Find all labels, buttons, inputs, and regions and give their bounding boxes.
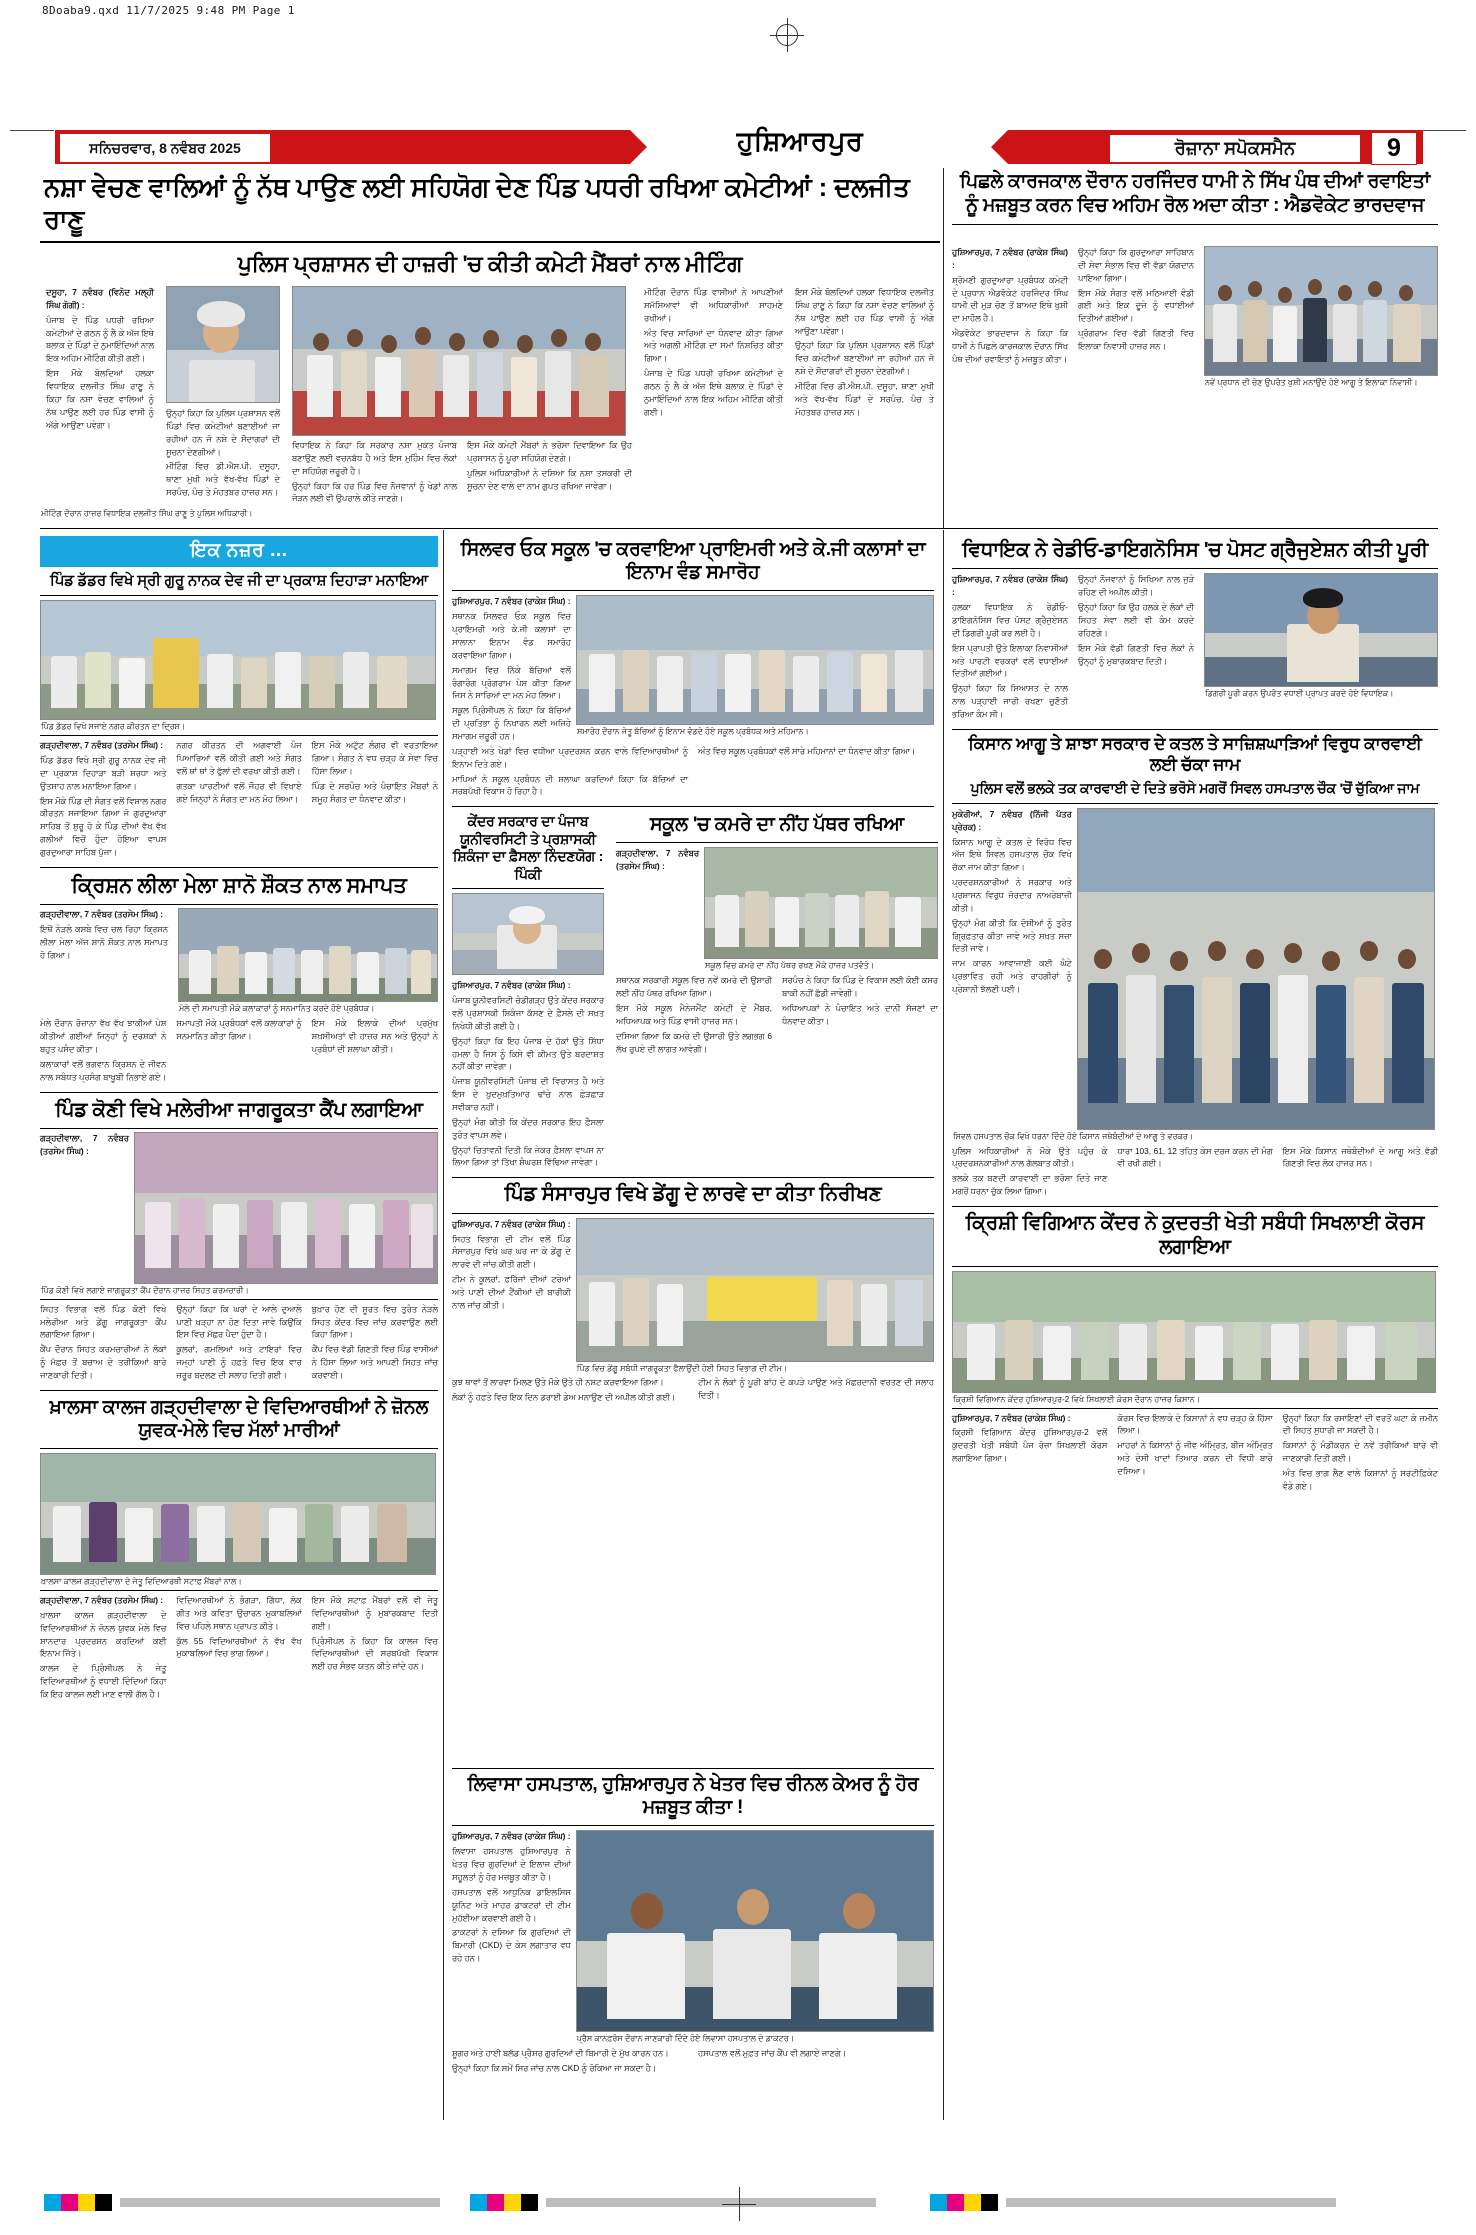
s0-p2: ਨਗਰ ਕੀਰਤਨ ਦੀ ਅਗਵਾਈ ਪੰਜ ਪਿਆਰਿਆਂ ਵਲੋਂ ਕੀਤੀ ਗਈ ਅਤੇ ਸੰਗਤ ਵਲੋਂ ਥਾਂ ਥਾਂ ਤੇ ਫੁੱਲਾਂ ਦੀ ਵਰਖਾ ਕੀਤੀ ਗਈ। [176,740,302,776]
lead-body-col2 [166,407,280,499]
lead-body-col3 [292,439,457,505]
section-9-body-col2 [1078,573,1194,667]
section-7-body-col2 [452,1376,688,1404]
color-swatches-left [44,2194,112,2211]
s10-p7: ਇਸ ਮੌਕੇ ਕਿਸਾਨ ਜਥੇਬੰਦੀਆਂ ਦੇ ਆਗੂ ਅਤੇ ਵੱਡੀ ਗਿਣਤੀ ਵਿਚ ਲੋਕ ਹਾਜ਼ਰ ਸਨ। [1282,1145,1438,1169]
tr-para-0: ਸ਼੍ਰੋਮਣੀ ਗੁਰਦੁਆਰਾ ਪ੍ਰਬੰਧਕ ਕਮੇਟੀ ਦੇ ਪ੍ਰਧਾਨ ਐਡਵੋਕੇਟ ਹਰਜਿੰਦਰ ਸਿੰਘ ਧਾਮੀ ਦੀ ਮੁੜ ਚੋਣ ਤੋਂ ਬਾਅਦ ਇਥੇ ਖੁਸ਼ੀ ਦਾ ਮਾਹੌਲ ਹੈ। [952,274,1068,324]
section-2-dateline: ਗੜ੍ਹਦੀਵਾਲਾ, 7 ਨਵੰਬਰ (ਤਰਸੇਮ ਸਿੰਘ) : [40,1132,129,1156]
section-9-photo [1204,573,1438,687]
lead-para-7: ਪੁਲਿਸ ਅਧਿਕਾਰੀਆਂ ਨੇ ਦਸਿਆ ਕਿ ਨਸ਼ਾ ਤਸਕਰੀ ਦੀ ਸੂਚਨਾ ਦੇਣ ਵਾਲੇ ਦਾ ਨਾਮ ਗੁਪਤ ਰਖਿਆ ਜਾਵੇਗਾ। [466,467,632,491]
gray-bar-left [120,2198,440,2207]
lead-para-6: ਇਸ ਮੌਕੇ ਕਮੇਟੀ ਮੈਂਬਰਾਂ ਨੇ ਭਰੋਸਾ ਦਿਵਾਇਆ ਕਿ ਉਹ ਪ੍ਰਸ਼ਾਸਨ ਨੂੰ ਪੂਰਾ ਸਹਿਯੋਗ ਦੇਣਗੇ। [466,440,632,463]
section-1-body-col4 [312,1017,438,1056]
section-6-dateline: ਗੜ੍ਹਦੀਵਾਲਾ, 7 ਨਵੰਬਰ (ਤਰਸੇਮ ਸਿੰਘ) : [616,848,699,872]
section-7-body-col3 [698,1376,934,1402]
section-1-body-col2 [40,1017,166,1083]
section-10-photo [1077,808,1435,1130]
s2-p5: ਕੈਂਪ ਵਿਚ ਵੱਡੀ ਗਿਣਤੀ ਵਿਚ ਪਿੰਡ ਵਾਸੀਆਂ ਨੇ ਹਿੱਸਾ ਲਿਆ ਅਤੇ ਆਪਣੀ ਸਿਹਤ ਜਾਂਚ ਕਰਵਾਈ। [311,1344,438,1381]
s8-p5: ਹਸਪਤਾਲ ਵਲੋਂ ਮੁਫ਼ਤ ਜਾਂਚ ਕੈਂਪ ਵੀ ਲਗਾਏ ਜਾਣਗੇ। [698,2048,847,2059]
section-2-body-col3 [176,1303,301,1382]
crop-mark-left [10,130,54,131]
lead-dateline: ਦਸੂਹਾ, 7 ਨਵੰਬਰ (ਵਿਨੋਦ ਮਲ੍ਹੀ ਸਿੰਘ ਗੋਗੀ) : [46,287,154,310]
section-2-body-col2 [40,1303,166,1382]
section-4-dateline: ਹੁਸ਼ਿਆਰਪੁਰ, 7 ਨਵੰਬਰ (ਰਾਕੇਸ਼ ਸਿੰਘ) : [452,596,571,607]
section-3-photo [40,1453,436,1575]
s3-p4: ਇਸ ਮੌਕੇ ਸਟਾਫ਼ ਮੈਂਬਰਾਂ ਵਲੋਂ ਵੀ ਜੇਤੂ ਵਿਦਿਆਰਥੀਆਂ ਨੂੰ ਮੁਬਾਰਕਬਾਦ ਦਿਤੀ ਗਈ। [311,1595,438,1631]
section-7-body-col1 [452,1218,571,1312]
section-5-photo [452,893,604,975]
s2-p0: ਸਿਹਤ ਵਿਭਾਗ ਵਲੋਂ ਪਿੰਡ ਕੋਣੀ ਵਿਖੇ ਮਲੇਰੀਆ ਅਤੇ ਡੇਂਗੂ ਜਾਗਰੂਕਤਾ ਕੈਂਪ ਲਗਾਇਆ ਗਿਆ। [40,1303,167,1340]
section-10-subheadline: ਪੁਲਿਸ ਵਲੋਂ ਭਲਕੇ ਤਕ ਕਾਰਵਾਈ ਦੇ ਦਿਤੇ ਭਰੋਸੇ ਮਗਰੋਂ ਸਿਵਲ ਹਸਪਤਾਲ ਚੌਕ 'ਚੋਂ ਚੁੱਕਿਆ ਜਾਮ [952,780,1438,804]
s1-p1: ਮੇਲੇ ਦੌਰਾਨ ਰੋਜ਼ਾਨਾ ਵੱਖ ਵੱਖ ਝਾਕੀਆਂ ਪੇਸ਼ ਕੀਤੀਆਂ ਗਈਆਂ ਜਿਨ੍ਹਾਂ ਨੂੰ ਦਰਸ਼ਕਾਂ ਨੇ ਬਹੁਤ ਪਸੰਦ ਕੀਤਾ। [40,1018,167,1054]
section-11-body-col2 [1117,1412,1272,1478]
s0-p5: ਪਿੰਡ ਦੇ ਸਰਪੰਚ ਅਤੇ ਪੰਚਾਇਤ ਮੈਂਬਰਾਂ ਨੇ ਸਮੂਹ ਸੰਗਤ ਦਾ ਧੰਨਵਾਦ ਕੀਤਾ। [311,780,438,804]
section-11-body-col3 [1283,1412,1438,1493]
section-7-dateline: ਹੁਸ਼ਿਆਰਪੁਰ, 7 ਨਵੰਬਰ (ਰਾਕੇਸ਼ ਸਿੰਘ) : [452,1218,571,1229]
section-7-caption: ਪਿੰਡ ਵਿਚ ਡੇਂਗੂ ਸਬੰਧੀ ਜਾਗਰੂਕਤਾ ਫੈਲਾਉਂਦੀ ਹੋਈ ਸਿਹਤ ਵਿਭਾਗ ਦੀ ਟੀਮ। [576,1363,788,1373]
section-6-body-col2 [616,974,772,1055]
lead-para-5: ਉਨ੍ਹਾਂ ਕਿਹਾ ਕਿ ਹਰ ਪਿੰਡ ਵਿਚ ਨੌਜਵਾਨਾਂ ਨੂੰ ਖੇਡਾਂ ਨਾਲ ਜੋੜਨ ਲਈ ਵੀ ਉਪਰਾਲੇ ਕੀਤੇ ਜਾਣਗੇ। [291,480,457,504]
section-7-headline: ਪਿੰਡ ਸੰਸਾਰਪੁਰ ਵਿਖੇ ਡੇਂਗੂ ਦੇ ਲਾਰਵੇ ਦਾ ਕੀਤਾ ਨਿਰੀਖਣ [452,1178,934,1213]
section-10-caption: ਸਿਵਲ ਹਸਪਤਾਲ ਚੌਕ ਵਿਖੇ ਧਰਨਾ ਦਿੰਦੇ ਹੋਏ ਕਿਸਾਨ ਜਥੇਬੰਦੀਆਂ ਦੇ ਆਗੂ ਤੇ ਵਰਕਰ। [953,1131,1194,1141]
s1-p3: ਸਮਾਪਤੀ ਮੌਕੇ ਪ੍ਰਬੰਧਕਾਂ ਵਲੋਂ ਕਲਾਕਾਰਾਂ ਨੂੰ ਸਨਮਾਨਿਤ ਕੀਤਾ ਗਿਆ। [176,1018,302,1042]
section-4-caption: ਸਮਾਰੋਹ ਦੌਰਾਨ ਜੇਤੂ ਬੱਚਿਆਂ ਨੂੰ ਇਨਾਮ ਵੰਡਦੇ ਹੋਏ ਸਕੂਲ ਪ੍ਰਬੰਧਕ ਅਤੇ ਮਹਿਮਾਨ। [577,727,809,737]
gray-bar-right [1006,2198,1336,2207]
section-rule-1 [40,528,1438,529]
s7-p4: ਟੀਮ ਨੇ ਲੋਕਾਂ ਨੂੰ ਪੂਰੀ ਬਾਂਹ ਦੇ ਕਪੜੇ ਪਾਉਣ ਅਤੇ ਮੱਛਰਦਾਨੀ ਵਰਤਣ ਦੀ ਸਲਾਹ ਦਿਤੀ। [698,1377,934,1401]
lead-para-0: ਪੰਜਾਬ ਦੇ ਪਿੰਡ ਪਧਰੀ ਰਖਿਆ ਕਮੇਟੀਆਂ ਦੇ ਗਠਨ ਨੂੰ ਲੈ ਕੇ ਅੱਜ ਇਥੇ ਬਲਾਕ ਦੇ ਪਿੰਡਾਂ ਦੇ ਨੁਮਾਇੰਦਿਆਂ ਨਾਲ ਇਕ ਅਹਿਮ ਮੀਟਿੰਗ ਕੀਤੀ ਗਈ। [46,314,154,364]
section-8-headline: ਲਿਵਾਸਾ ਹਸਪਤਾਲ, ਹੁਸ਼ਿਆਰਪੁਰ ਨੇ ਖੇਤਰ ਵਿਚ ਰੀਨਲ ਕੇਅਰ ਨੂੰ ਹੋਰ ਮਜ਼ਬੂਤ ਕੀਤਾ ! [452,1769,934,1826]
s9-p0: ਹਲਕਾ ਵਿਧਾਇਕ ਨੇ ਰੇਡੀਓ-ਡਾਇਗਨੋਸਿਸ ਵਿਚ ਪੋਸਟ ਗ੍ਰੈਜੁਏਸ਼ਨ ਦੀ ਡਿਗਰੀ ਪੂਰੀ ਕਰ ਲਈ ਹੈ। [952,602,1068,638]
s6-p1: ਇਸ ਮੌਕੇ ਸਕੂਲ ਮੈਨੇਜਮੈਂਟ ਕਮੇਟੀ ਦੇ ਮੈਂਬਰ, ਅਧਿਆਪਕ ਅਤੇ ਪਿੰਡ ਵਾਸੀ ਹਾਜ਼ਰ ਸਨ। [616,1002,772,1026]
s8-p4: ਉਨ੍ਹਾਂ ਕਿਹਾ ਕਿ ਸਮੇਂ ਸਿਰ ਜਾਂਚ ਨਾਲ CKD ਨੂੰ ਰੋਕਿਆ ਜਾ ਸਕਦਾ ਹੈ। [452,2063,657,2073]
s4-p5: ਅੰਤ ਵਿਚ ਸਕੂਲ ਪ੍ਰਬੰਧਕਾਂ ਵਲੋਂ ਸਾਰੇ ਮਹਿਮਾਨਾਂ ਦਾ ਧੰਨਵਾਦ ਕੀਤਾ ਗਿਆ। [698,745,916,756]
s5-p1: ਉਨ੍ਹਾਂ ਕਿਹਾ ਕਿ ਇਹ ਪੰਜਾਬ ਦੇ ਹੱਕਾਂ ਉਤੇ ਸਿੱਧਾ ਹਮਲਾ ਹੈ ਜਿਸ ਨੂੰ ਕਿਸੇ ਵੀ ਕੀਮਤ ਉਤੇ ਬਰਦਾਸ਼ਤ ਨਹੀਂ ਕੀਤਾ ਜਾਵੇਗਾ। [452,1035,604,1072]
s2-p4: ਬੁਖ਼ਾਰ ਹੋਣ ਦੀ ਸੂਰਤ ਵਿਚ ਤੁਰੰਤ ਨੇੜਲੇ ਸਿਹਤ ਕੇਂਦਰ ਵਿਚ ਜਾਂਚ ਕਰਵਾਉਣ ਲਈ ਕਿਹਾ ਗਿਆ। [311,1303,438,1340]
tr-para-2: ਉਨ੍ਹਾਂ ਕਿਹਾ ਕਿ ਗੁਰਦੁਆਰਾ ਸਾਹਿਬਾਨ ਦੀ ਸੇਵਾ ਸੰਭਾਲ ਵਿਚ ਵੀ ਵੱਡਾ ਯੋਗਦਾਨ ਪਾਇਆ ਗਿਆ। [1078,247,1194,283]
s9-p1: ਇਸ ਪ੍ਰਾਪਤੀ ਉਤੇ ਇਲਾਕਾ ਨਿਵਾਸੀਆਂ ਅਤੇ ਪਾਰਟੀ ਵਰਕਰਾਂ ਵਲੋਂ ਵਧਾਈਆਂ ਦਿਤੀਆਂ ਗਈਆਂ। [952,642,1068,679]
s3-p5: ਪ੍ਰਿੰਸੀਪਲ ਨੇ ਕਿਹਾ ਕਿ ਕਾਲਜ ਵਿਚ ਵਿਦਿਆਰਥੀਆਂ ਦੀ ਸਰਬਪੱਖੀ ਵਿਕਾਸ ਲਈ ਹਰ ਸੰਭਵ ਯਤਨ ਕੀਤੇ ਜਾਂਦੇ ਹਨ। [311,1635,438,1672]
section-9-body-col1 [952,573,1068,720]
section-0-caption: ਪਿੰਡ ਡੱਡਰ ਵਿਖੇ ਸਜਾਏ ਨਗਰ ਕੀਰਤਨ ਦਾ ਦ੍ਰਿਸ਼। [40,720,438,736]
section-6-photo [704,847,938,959]
section-8-dateline: ਹੁਸ਼ਿਆਰਪੁਰ, 7 ਨਵੰਬਰ (ਰਾਕੇਸ਼ ਸਿੰਘ) : [452,1831,571,1842]
section-10-body-col4 [1283,1145,1438,1171]
lead-para-3: ਮੀਟਿੰਗ ਵਿਚ ਡੀ.ਐਸ.ਪੀ. ਦਸੂਹਾ, ਥਾਣਾ ਮੁਖੀ ਅਤੇ ਵੱਖ-ਵੱਖ ਪਿੰਡਾਂ ਦੇ ਸਰਪੰਚ, ਪੰਚ ਤੇ ਮੋਹਤਬਰ ਹਾਜ਼ਰ ਸਨ। [165,461,280,498]
s4-p4: ਮਾਪਿਆਂ ਨੇ ਸਕੂਲ ਪ੍ਰਬੰਧਨ ਦੀ ਸ਼ਲਾਘਾ ਕਰਦਿਆਂ ਕਿਹਾ ਕਿ ਬੱਚਿਆਂ ਦਾ ਸਰਬਪੱਖੀ ਵਿਕਾਸ ਹੋ ਰਿਹਾ ਹੈ। [452,773,688,797]
section-8-body-col2 [452,2047,688,2075]
column-divider-3 [943,530,944,2120]
section-1-headline: ਕ੍ਰਿਸ਼ਨ ਲੀਲਾ ਮੇਲਾ ਸ਼ਾਨੋ ਸ਼ੌਕਤ ਨਾਲ ਸਮਾਪਤ [40,868,438,906]
section-9-caption: ਡਿਗਰੀ ਪੂਰੀ ਕਰਨ ਉਪਰੰਤ ਵਧਾਈ ਪ੍ਰਾਪਤ ਕਰਦੇ ਹੋਏ ਵਿਧਾਇਕ। [1205,689,1394,699]
top-right-headline: ਪਿਛਲੇ ਕਾਰਜਕਾਲ ਦੌਰਾਨ ਹਰਜਿੰਦਰ ਧਾਮੀ ਨੇ ਸਿੱਖ ਪੰਥ ਦੀਆਂ ਰਵਾਇਤਾਂ ਨੂੰ ਮਜ਼ਬੂਤ ਕਰਨ ਵਿਚ ਅਹਿਮ ਰੋਲ ਅਦਾ ਕੀਤਾ : ਐਡਵੋਕੇਟ ਭਾਰਦਵਾਜ [952,168,1438,225]
section-5-dateline: ਹੁਸ਼ਿਆਰਪੁਰ, 7 ਨਵੰਬਰ (ਰਾਕੇਸ਼ ਸਿੰਘ) : [452,980,571,991]
s11-p5: ਅੰਤ ਵਿਚ ਭਾਗ ਲੈਣ ਵਾਲੇ ਕਿਸਾਨਾਂ ਨੂੰ ਸਰਟੀਫ਼ਿਕੇਟ ਵੰਡੇ ਗਏ। [1282,1468,1438,1491]
s0-p0: ਪਿੰਡ ਡੱਡਰ ਵਿਖੇ ਸ੍ਰੀ ਗੁਰੂ ਨਾਨਕ ਦੇਵ ਜੀ ਦਾ ਪ੍ਰਕਾਸ਼ ਦਿਹਾੜਾ ਬੜੀ ਸ਼ਰਧਾ ਅਤੇ ਉਤਸ਼ਾਹ ਨਾਲ ਮਨਾਇਆ ਗਿਆ। [40,754,167,791]
print-slug: 8Doaba9.qxd 11/7/2025 9:48 PM Page 1 [42,4,295,17]
s7-p2: ਕੁਝ ਥਾਵਾਂ ਤੋਂ ਲਾਰਵਾ ਮਿਲਣ ਉਤੇ ਮੌਕੇ ਉਤੇ ਹੀ ਨਸ਼ਟ ਕਰਵਾਇਆ ਗਿਆ। [452,1377,664,1388]
crop-mark-right [1422,130,1466,131]
s8-p3: ਸ਼ੂਗਰ ਅਤੇ ਹਾਈ ਬਲੱਡ ਪ੍ਰੈਸ਼ਰ ਗੁਰਦਿਆਂ ਦੀ ਬਿਮਾਰੀ ਦੇ ਮੁੱਖ ਕਾਰਨ ਹਨ। [452,2048,669,2059]
s3-p1: ਕਾਲਜ ਦੇ ਪ੍ਰਿੰਸੀਪਲ ਨੇ ਜੇਤੂ ਵਿਦਿਆਰਥੀਆਂ ਨੂੰ ਵਧਾਈ ਦਿੰਦਿਆਂ ਕਿਹਾ ਕਿ ਇਹ ਕਾਲਜ ਲਈ ਮਾਣ ਵਾਲੀ ਗੱਲ ਹੈ। [40,1663,167,1700]
s5-p0: ਪੰਜਾਬ ਯੂਨੀਵਰਸਿਟੀ ਚੰਡੀਗੜ੍ਹ ਉਤੇ ਕੇਂਦਰ ਸਰਕਾਰ ਵਲੋਂ ਪ੍ਰਸ਼ਾਸਕੀ ਸ਼ਿਕੰਜਾ ਕੱਸਣ ਦੇ ਫ਼ੈਸਲੇ ਦੀ ਸਖ਼ਤ ਨਿਖੇਧੀ ਕੀਤੀ ਗਈ ਹੈ। [452,995,604,1031]
s11-p3: ਉਨ੍ਹਾਂ ਕਿਹਾ ਕਿ ਰਸਾਇਣਾਂ ਦੀ ਵਰਤੋਂ ਘਟਾ ਕੇ ਜ਼ਮੀਨ ਦੀ ਸਿਹਤ ਸੁਧਾਰੀ ਜਾ ਸਕਦੀ ਹੈ। [1282,1412,1438,1436]
section-1-dateline: ਗੜ੍ਹਦੀਵਾਲਾ, 7 ਨਵੰਬਰ (ਤਰਸੇਮ ਸਿੰਘ) : [40,909,164,920]
s9-p3: ਉਨ੍ਹਾਂ ਨੌਜਵਾਨਾਂ ਨੂੰ ਸਿਖਿਆ ਨਾਲ ਜੁੜੇ ਰਹਿਣ ਦੀ ਅਪੀਲ ਕੀਤੀ। [1078,574,1194,598]
lead-para-2b: ਉਨ੍ਹਾਂ ਕਿਹਾ ਕਿ ਪੁਲਿਸ ਪ੍ਰਸ਼ਾਸਨ ਵਲੋਂ ਪਿੰਡਾਂ ਵਿਚ ਕਮੇਟੀਆਂ ਬਣਾਈਆਂ ਜਾ ਰਹੀਆਂ ਹਨ ਜੋ ਨਸ਼ੇ ਦੇ ਸੌਦਾਗਰਾਂ ਦੀ ਸੂਚਨਾ ਦੇਣਗੀਆਂ। [794,340,934,377]
tr-para-4: ਪ੍ਰੋਗਰਾਮ ਵਿਚ ਵੱਡੀ ਗਿਣਤੀ ਵਿਚ ਇਲਾਕਾ ਨਿਵਾਸੀ ਹਾਜ਼ਰ ਸਨ। [1078,328,1194,352]
s5-p3: ਉਨ੍ਹਾਂ ਮੰਗ ਕੀਤੀ ਕਿ ਕੇਂਦਰ ਸਰਕਾਰ ਇਹ ਫ਼ੈਸਲਾ ਤੁਰੰਤ ਵਾਪਸ ਲਵੇ। [452,1116,604,1140]
tr-body-col1 [952,246,1068,366]
lead-photo-caption: ਮੀਟਿੰਗ ਦੌਰਾਨ ਹਾਜ਼ਰ ਵਿਧਾਇਕ ਦਲਜੀਤ ਸਿੰਘ ਰਾਣੂ ਤੇ ਪੁਲਿਸ ਅਧਿਕਾਰੀ। [41,509,253,519]
column-divider-2 [443,530,444,2120]
section-8-caption: ਪ੍ਰੈਸ ਕਾਨਫ਼ਰੰਸ ਦੌਰਾਨ ਜਾਣਕਾਰੀ ਦਿੰਦੇ ਹੋਏ ਲਿਵਾਸਾ ਹਸਪਤਾਲ ਦੇ ਡਾਕਟਰ। [576,2034,795,2044]
section-10-body-col1 [952,808,1072,996]
section-1-body-col3 [176,1017,301,1043]
lead-body-col6 [795,286,934,419]
section-1-photo [178,908,438,1002]
section-10-dateline: ਮੁਕੇਰੀਆਂ, 7 ਨਵੰਬਰ (ਨਿੱਜੀ ਪੱਤਰ ਪ੍ਰੇਰਕ) : [952,808,1072,832]
section-4-body-col1 [452,595,571,742]
section-2-photo [134,1132,438,1284]
section-0-headline: ਪਿੰਡ ਡੱਡਰ ਵਿਖੇ ਸ੍ਰੀ ਗੁਰੂ ਨਾਨਕ ਦੇਵ ਜੀ ਦਾ ਪ੍ਰਕਾਸ਼ ਦਿਹਾੜਾ ਮਨਾਇਆ [40,567,438,596]
section-6-headline: ਸਕੂਲ 'ਚ ਕਮਰੇ ਦਾ ਨੀਂਹ ਪੱਥਰ ਰਖਿਆ [616,811,938,843]
color-swatches-mid [470,2194,538,2211]
tr-dateline: ਹੁਸ਼ਿਆਰਪੁਰ, 7 ਨਵੰਬਰ (ਰਾਕੇਸ਼ ਸਿੰਘ) : [952,247,1068,270]
s2-p3: ਕੂਲਰਾਂ, ਗਮਲਿਆਂ ਅਤੇ ਟਾਇਰਾਂ ਵਿਚ ਜਮ੍ਹਾਂ ਪਾਣੀ ਨੂੰ ਹਫ਼ਤੇ ਵਿਚ ਇਕ ਵਾਰ ਜ਼ਰੂਰ ਬਦਲਣ ਦੀ ਸਲਾਹ ਦਿਤੀ ਗਈ। [176,1344,302,1381]
section-2-body-col4 [312,1303,438,1382]
lead-para-0b: ਪੰਜਾਬ ਦੇ ਪਿੰਡ ਪਧਰੀ ਰਖਿਆ ਕਮੇਟੀਆਂ ਦੇ ਗਠਨ ਨੂੰ ਲੈ ਕੇ ਅੱਜ ਇਥੇ ਬਲਾਕ ਦੇ ਪਿੰਡਾਂ ਦੇ ਨੁਮਾਇੰਦਿਆਂ ਨਾਲ ਇਕ ਅਹਿਮ ਮੀਟਿੰਗ ਕੀਤੀ ਗਈ। [643,368,783,417]
section-4-headline: ਸਿਲਵਰ ਓਕ ਸਕੂਲ 'ਚ ਕਰਵਾਇਆ ਪ੍ਰਾਇਮਰੀ ਅਤੇ ਕੇ.ਜੀ ਕਲਾਸਾਂ ਦਾ ਇਨਾਮ ਵੰਡ ਸਮਾਰੋਹ [452,536,934,591]
registration-mark-bottom [722,2187,756,2221]
lead-para-9: ਅੰਤ ਵਿਚ ਸਾਰਿਆਂ ਦਾ ਧੰਨਵਾਦ ਕੀਤਾ ਗਿਆ ਅਤੇ ਅਗਲੀ ਮੀਟਿੰਗ ਦਾ ਸਮਾਂ ਨਿਸ਼ਚਿਤ ਕੀਤਾ ਗਿਆ। [643,327,783,364]
s10-p2: ਉਨ੍ਹਾਂ ਮੰਗ ਕੀਤੀ ਕਿ ਦੋਸ਼ੀਆਂ ਨੂੰ ਤੁਰੰਤ ਗ੍ਰਿਫ਼ਤਾਰ ਕੀਤਾ ਜਾਵੇ ਅਤੇ ਸਖ਼ਤ ਸਜ਼ਾ ਦਿਤੀ ਜਾਵੇ। [952,917,1072,954]
masthead [55,118,1423,164]
s2-p1: ਕੈਂਪ ਦੌਰਾਨ ਸਿਹਤ ਕਰਮਚਾਰੀਆਂ ਨੇ ਲੋਕਾਂ ਨੂੰ ਮੱਛਰ ਤੋਂ ਬਚਾਅ ਦੇ ਤਰੀਕਿਆਂ ਬਾਰੇ ਜਾਣਕਾਰੀ ਦਿਤੀ। [40,1344,167,1381]
lead-para-8: ਮੀਟਿੰਗ ਦੌਰਾਨ ਪਿੰਡ ਵਾਸੀਆਂ ਨੇ ਆਪਣੀਆਂ ਸਮੱਸਿਆਵਾਂ ਵੀ ਅਧਿਕਾਰੀਆਂ ਸਾਹਮਣੇ ਰਖੀਆਂ। [643,287,783,323]
lead-photo-group [292,286,626,436]
section-5-headline: ਕੇਂਦਰ ਸਰਕਾਰ ਦਾ ਪੰਜਾਬ ਯੂਨੀਵਰਸਿਟੀ ਤੇ ਪ੍ਰਸ਼ਾਸਕੀ ਸ਼ਿਕੰਜਾ ਦਾ ਫ਼ੈਸਲਾ ਨਿੰਦਣਯੋਗ : ਪਿੰਕੀ [452,811,604,889]
section-11-headline: ਕ੍ਰਿਸ਼ੀ ਵਿਗਿਆਨ ਕੇਂਦਰ ਨੇ ਕੁਦਰਤੀ ਖੇਤੀ ਸਬੰਧੀ ਸਿਖਲਾਈ ਕੋਰਸ ਲਗਾਇਆ [952,1207,1438,1267]
s3-p0: ਖ਼ਾਲਸਾ ਕਾਲਜ ਗੜ੍ਹਦੀਵਾਲਾ ਦੇ ਵਿਦਿਆਰਥੀਆਂ ਨੇ ਜ਼ੋਨਲ ਯੁਵਕ ਮੇਲੇ ਵਿਚ ਸ਼ਾਨਦਾਰ ਪ੍ਰਦਰਸ਼ਨ ਕਰਦਿਆਂ ਕਈ ਇਨਾਮ ਜਿੱਤੇ। [40,1609,167,1659]
lead-para-3b: ਮੀਟਿੰਗ ਵਿਚ ਡੀ.ਐਸ.ਪੀ. ਦਸੂਹਾ, ਥਾਣਾ ਮੁਖੀ ਅਤੇ ਵੱਖ-ਵੱਖ ਪਿੰਡਾਂ ਦੇ ਸਰਪੰਚ, ਪੰਚ ਤੇ ਮੋਹਤਬਰ ਹਾਜ਼ਰ ਸਨ। [794,381,934,417]
content-frame [40,168,1438,2123]
masthead-city: ਹੁਸ਼ਿਆਰਪੁਰ [736,126,864,156]
section-10-headline: ਕਿਸਾਨ ਆਗੂ ਤੇ ਸ਼ਾਝਾ ਸਰਕਾਰ ਦੇ ਕਤਲ ਤੇ ਸਾਜ਼ਿਸ਼ਘਾੜਿਆਂ ਵਿਰੁਧ ਕਾਰਵਾਈ ਲਈ ਚੱਕਾ ਜਾਮ [968,733,1422,774]
section-10-body-col2 [952,1145,1107,1198]
s6-p3: ਸਰਪੰਚ ਨੇ ਕਿਹਾ ਕਿ ਪਿੰਡ ਦੇ ਵਿਕਾਸ ਲਈ ਕੋਈ ਕਸਰ ਬਾਕੀ ਨਹੀਂ ਛੱਡੀ ਜਾਵੇਗੀ। [782,975,938,999]
s11-p2: ਮਾਹਰਾਂ ਨੇ ਕਿਸਾਨਾਂ ਨੂੰ ਜੀਵ ਅੰਮ੍ਰਿਤ, ਬੀਜ ਅੰਮ੍ਰਿਤ ਅਤੇ ਦੇਸੀ ਖਾਦਾਂ ਤਿਆਰ ਕਰਨ ਦੀ ਵਿਧੀ ਬਾਰੇ ਦਸਿਆ। [1117,1440,1273,1477]
s11-p4: ਕਿਸਾਨਾਂ ਨੂੰ ਮੰਡੀਕਰਨ ਦੇ ਨਵੇਂ ਤਰੀਕਿਆਂ ਬਾਰੇ ਵੀ ਜਾਣਕਾਰੀ ਦਿਤੀ ਗਈ। [1282,1440,1438,1464]
s11-p0: ਕ੍ਰਿਸ਼ੀ ਵਿਗਿਆਨ ਕੇਂਦਰ ਹੁਸ਼ਿਆਰਪੁਰ-2 ਵਲੋਂ ਕੁਦਰਤੀ ਖੇਤੀ ਸਬੰਧੀ ਪੰਜ ਰੋਜ਼ਾ ਸਿਖਲਾਈ ਕੋਰਸ ਲਗਾਇਆ ਗਿਆ। [952,1427,1108,1464]
masthead-paper-name: ਰੋਜ਼ਾਨਾ ਸਪੋਕਸਮੈਨ [1109,134,1361,163]
section-9-headline: ਵਿਧਾਇਕ ਨੇ ਰੇਡੀਓ-ਡਾਇਗਨੋਸਿਸ 'ਚ ਪੋਸਟ ਗ੍ਰੈਜੁਏਸ਼ਨ ਕੀਤੀ ਪੂਰੀ [952,536,1438,569]
s7-p0: ਸਿਹਤ ਵਿਭਾਗ ਦੀ ਟੀਮ ਵਲੋਂ ਪਿੰਡ ਸੰਸਾਰਪੁਰ ਵਿਖੇ ਘਰ ਘਰ ਜਾ ਕੇ ਡੇਂਗੂ ਦੇ ਲਾਰਵੇ ਦੀ ਜਾਂਚ ਕੀਤੀ ਗਈ। [452,1233,571,1270]
section-1-body-col1 [40,908,168,961]
lead-subheadline: ਪੁਲਿਸ ਪ੍ਰਸ਼ਾਸਨ ਦੀ ਹਾਜ਼ਰੀ 'ਚ ਕੀਤੀ ਕਮੇਟੀ ਮੈਂਬਰਾਂ ਨਾਲ ਮੀਟਿੰਗ [237,251,743,277]
s6-p0: ਸਥਾਨਕ ਸਰਕਾਰੀ ਸਕੂਲ ਵਿਚ ਨਵੇਂ ਕਮਰੇ ਦੀ ਉਸਾਰੀ ਲਈ ਨੀਂਹ ਪੱਥਰ ਰਖਿਆ ਗਿਆ। [616,975,772,999]
gray-bar-mid [546,2198,876,2207]
lead-body-col5 [644,286,783,419]
section-1-caption: ਮੇਲੇ ਦੀ ਸਮਾਪਤੀ ਮੌਕੇ ਕਲਾਕਾਰਾਂ ਨੂੰ ਸਨਮਾਨਿਤ ਕਰਦੇ ਹੋਏ ਪ੍ਰਬੰਧਕ। [179,1004,375,1014]
lead-para-4: ਵਿਧਾਇਕ ਨੇ ਕਿਹਾ ਕਿ ਸਰਕਾਰ ਨਸ਼ਾ ਮੁਕਤ ਪੰਜਾਬ ਬਣਾਉਣ ਲਈ ਵਚਨਬੱਧ ਹੈ ਅਤੇ ਇਸ ਮੁਹਿੰਮ ਵਿਚ ਲੋਕਾਂ ਦਾ ਸਹਿਯੋਗ ਜ਼ਰੂਰੀ ਹੈ। [291,440,457,476]
section-8-photo [576,1830,934,2032]
s9-p5: ਇਸ ਮੌਕੇ ਵੱਡੀ ਗਿਣਤੀ ਵਿਚ ਲੋਕਾਂ ਨੇ ਉਨ੍ਹਾਂ ਨੂੰ ਮੁਬਾਰਕਬਾਦ ਦਿਤੀ। [1078,642,1194,666]
lead-body-col1 [46,286,154,431]
s10-p5: ਭਲਕੇ ਤਕ ਬਣਦੀ ਕਾਰਵਾਈ ਦਾ ਭਰੋਸਾ ਦਿਤੇ ਜਾਣ ਮਗਰੋਂ ਧਰਨਾ ਚੁੱਕ ਲਿਆ ਗਿਆ। [952,1173,1108,1197]
section-0-dateline: ਗੜ੍ਹਦੀਵਾਲਾ, 7 ਨਵੰਬਰ (ਤਰਸੇਮ ਸਿੰਘ) : [40,740,164,751]
s0-p3: ਗਤਕਾ ਪਾਰਟੀਆਂ ਵਲੋਂ ਜੌਹਰ ਵੀ ਵਿਖਾਏ ਗਏ ਜਿਨ੍ਹਾਂ ਨੇ ਸੰਗਤ ਦਾ ਮਨ ਮੋਹ ਲਿਆ। [176,780,302,804]
s8-p1: ਹਸਪਤਾਲ ਵਲੋਂ ਆਧੁਨਿਕ ਡਾਇਲਸਿਸ ਯੂਨਿਟ ਅਤੇ ਮਾਹਰ ਡਾਕਟਰਾਂ ਦੀ ਟੀਮ ਮੁਹੱਈਆ ਕਰਵਾਈ ਗਈ ਹੈ। [452,1886,571,1923]
s10-p1: ਪ੍ਰਦਰਸ਼ਨਕਾਰੀਆਂ ਨੇ ਸਰਕਾਰ ਅਤੇ ਪ੍ਰਸ਼ਾਸਨ ਵਿਰੁਧ ਜ਼ੋਰਦਾਰ ਨਾਅਰੇਬਾਜ਼ੀ ਕੀਤੀ। [952,877,1072,913]
section-5-body [452,979,604,1169]
section-2-headline: ਪਿੰਡ ਕੋਣੀ ਵਿਖੇ ਮਲੇਰੀਆ ਜਾਗਰੂਕਤਾ ਕੈਂਪ ਲਗਾਇਆ [40,1093,438,1129]
section-6-body-col1 [616,847,699,873]
column-divider [943,168,944,528]
s10-p0: ਕਿਸਾਨ ਆਗੂ ਦੇ ਕਤਲ ਦੇ ਵਿਰੋਧ ਵਿਚ ਅੱਜ ਇਥੇ ਸਿਵਲ ਹਸਪਤਾਲ ਚੌਕ ਵਿਖੇ ਚੱਕਾ ਜਾਮ ਕੀਤਾ ਗਿਆ। [952,836,1072,873]
s6-p2: ਦਸਿਆ ਗਿਆ ਕਿ ਕਮਰੇ ਦੀ ਉਸਾਰੀ ਉਤੇ ਲਗਭਗ 6 ਲੱਖ ਰੁਪਏ ਦੀ ਲਾਗਤ ਆਵੇਗੀ। [616,1030,772,1054]
s7-p1: ਟੀਮ ਨੇ ਕੂਲਰਾਂ, ਫ਼ਰਿੱਜਾਂ ਦੀਆਂ ਟਰੇਆਂ ਅਤੇ ਪਾਣੀ ਦੀਆਂ ਟੈਂਕੀਆਂ ਦੀ ਬਾਰੀਕੀ ਨਾਲ ਜਾਂਚ ਕੀਤੀ। [452,1274,571,1310]
masthead-date: ਸਨਿਚਰਵਾਰ, 8 ਨਵੰਬਰ 2025 [59,133,271,163]
section-6-caption: ਸਕੂਲ ਵਿਚ ਕਮਰੇ ਦਾ ਨੀਂਹ ਪੱਥਰ ਰਖਣ ਮੌਕੇ ਹਾਜ਼ਰ ਪਤਵੰਤੇ। [705,961,875,971]
s0-p1: ਇਸ ਮੌਕੇ ਪਿੰਡ ਦੀ ਸੰਗਤ ਵਲੋਂ ਵਿਸ਼ਾਲ ਨਗਰ ਕੀਰਤਨ ਸਜਾਇਆ ਗਿਆ ਜੋ ਗੁਰਦੁਆਰਾ ਸਾਹਿਬ ਤੋਂ ਸ਼ੁਰੂ ਹੋ ਕੇ ਪਿੰਡ ਦੀਆਂ ਵੱਖ ਵੱਖ ਗਲੀਆਂ ਵਿਚੋਂ ਹੁੰਦਾ ਹੋਇਆ ਵਾਪਸ ਗੁਰਦੁਆਰਾ ਸਾਹਿਬ ਪੁੱਜਾ। [40,795,167,857]
section-11-dateline: ਹੁਸ਼ਿਆਰਪੁਰ, 7 ਨਵੰਬਰ (ਰਾਕੇਸ਼ ਸਿੰਘ) : [952,1412,1071,1423]
lead-para-2: ਉਨ੍ਹਾਂ ਕਿਹਾ ਕਿ ਪੁਲਿਸ ਪ੍ਰਸ਼ਾਸਨ ਵਲੋਂ ਪਿੰਡਾਂ ਵਿਚ ਕਮੇਟੀਆਂ ਬਣਾਈਆਂ ਜਾ ਰਹੀਆਂ ਹਨ ਜੋ ਨਸ਼ੇ ਦੇ ਸੌਦਾਗਰਾਂ ਦੀ ਸੂਚਨਾ ਦੇਣਗੀਆਂ। [165,408,280,457]
section-6-body-col3 [782,974,938,1027]
section-11-body-col1 [952,1412,1107,1465]
s10-p4: ਪੁਲਿਸ ਅਧਿਕਾਰੀਆਂ ਨੇ ਮੌਕੇ ਉਤੇ ਪਹੁੰਚ ਕੇ ਪ੍ਰਦਰਸ਼ਨਕਾਰੀਆਂ ਨਾਲ ਗੱਲਬਾਤ ਕੀਤੀ। [952,1145,1108,1169]
section-8-body-col1 [452,1830,571,1965]
section-0-photo [40,600,436,720]
section-3-dateline: ਗੜ੍ਹਦੀਵਾਲਾ, 7 ਨਵੰਬਰ (ਤਰਸੇਮ ਸਿੰਘ) : [40,1595,164,1606]
tr-photo-caption: ਨਵੇਂ ਪ੍ਰਧਾਨ ਦੀ ਚੋਣ ਉਪਰੰਤ ਖੁਸ਼ੀ ਮਨਾਉਂਦੇ ਹੋਏ ਆਗੂ ਤੇ ਇਲਾਕਾ ਨਿਵਾਸੀ। [1205,378,1418,387]
lead-para-1: ਇਸ ਮੌਕੇ ਬੋਲਦਿਆਂ ਹਲਕਾ ਵਿਧਾਇਕ ਦਲਜੀਤ ਸਿੰਘ ਰਾਣੂ ਨੇ ਕਿਹਾ ਕਿ ਨਸ਼ਾ ਵੇਚਣ ਵਾਲਿਆਂ ਨੂੰ ਨੱਥ ਪਾਉਣ ਲਈ ਹਰ ਪਿੰਡ ਵਾਸੀ ਨੂੰ ਅੱਗੇ ਆਉਣਾ ਪਵੇਗਾ। [46,368,154,430]
s3-p2: ਵਿਦਿਆਰਥੀਆਂ ਨੇ ਭੰਗੜਾ, ਗਿੱਧਾ, ਲੋਕ ਗੀਤ ਅਤੇ ਕਵਿਤਾ ਉਚਾਰਨ ਮੁਕਾਬਲਿਆਂ ਵਿਚ ਪਹਿਲੇ ਸਥਾਨ ਪ੍ਰਾਪਤ ਕੀਤੇ। [176,1595,302,1631]
tr-photo-group [1204,246,1438,376]
section-11-photo [952,1271,1436,1393]
section-3-body-col2 [176,1594,301,1660]
lead-body-col4 [467,439,632,492]
s10-p6: ਧਾਰਾ 103, 61, 12 ਤਹਿਤ ਕੇਸ ਦਰਜ ਕਰਨ ਦੀ ਮੰਗ ਵੀ ਰਖੀ ਗਈ। [1117,1145,1273,1169]
section-8-body-col3 [698,2047,934,2060]
lead-headline: ਨਸ਼ਾ ਵੇਚਣ ਵਾਲਿਆਂ ਨੂੰ ਨੱਥ ਪਾਉਣ ਲਈ ਸਹਿਯੋਗ ਦੇਣ ਪਿੰਡ ਪਧਰੀ ਰਖਿਆ ਕਮੇਟੀਆਂ : ਦਲਜੀਤ ਰਾਣੂ [40,168,940,243]
section-2-body-col1 [40,1132,129,1158]
s10-p3: ਜਾਮ ਕਾਰਨ ਆਵਾਜਾਈ ਕਈ ਘੰਟੇ ਪ੍ਰਭਾਵਿਤ ਰਹੀ ਅਤੇ ਰਾਹਗੀਰਾਂ ਨੂੰ ਪ੍ਰੇਸ਼ਾਨੀ ਝੱਲਣੀ ਪਈ। [952,958,1072,994]
s1-p4: ਇਸ ਮੌਕੇ ਇਲਾਕੇ ਦੀਆਂ ਪ੍ਰਮੁੱਖ ਸ਼ਖ਼ਸੀਅਤਾਂ ਵੀ ਹਾਜ਼ਰ ਸਨ ਅਤੇ ਉਨ੍ਹਾਂ ਨੇ ਪ੍ਰਬੰਧਾਂ ਦੀ ਸ਼ਲਾਘਾ ਕੀਤੀ। [311,1018,438,1054]
s1-p0: ਇਥੋਂ ਨੇੜਲੇ ਕਸਬੇ ਵਿਚ ਚਲ ਰਿਹਾ ਕ੍ਰਿਸ਼ਨ ਲੀਲਾ ਮੇਲਾ ਅੱਜ ਸ਼ਾਨੋ ਸ਼ੌਕਤ ਨਾਲ ਸਮਾਪਤ ਹੋ ਗਿਆ। [40,924,168,961]
section-banner-ik-nazar: ਇਕ ਨਜ਼ਰ ... [40,536,438,567]
s5-p4: ਉਨ੍ਹਾਂ ਚਿਤਾਵਨੀ ਦਿਤੀ ਕਿ ਜੇਕਰ ਫ਼ੈਸਲਾ ਵਾਪਸ ਨਾ ਲਿਆ ਗਿਆ ਤਾਂ ਤਿੱਖਾ ਸੰਘਰਸ਼ ਵਿੱਢਿਆ ਜਾਵੇਗਾ। [452,1144,604,1168]
s9-p2: ਉਨ੍ਹਾਂ ਕਿਹਾ ਕਿ ਸਿਆਸਤ ਦੇ ਨਾਲ ਨਾਲ ਪੜ੍ਹਾਈ ਜਾਰੀ ਰਖਣਾ ਚੁਣੌਤੀ ਭਰਿਆ ਕੰਮ ਸੀ। [952,683,1068,719]
section-0-body-col1 [40,739,166,859]
s5-p2: ਪੰਜਾਬ ਯੂਨੀਵਰਸਿਟੀ ਪੰਜਾਬ ਦੀ ਵਿਰਾਸਤ ਹੈ ਅਤੇ ਇਸ ਦੇ ਖ਼ੁਦਮੁਖ਼ਤਿਆਰ ਢਾਂਚੇ ਨਾਲ ਛੇੜਛਾੜ ਸਵੀਕਾਰ ਨਹੀਂ। [452,1076,604,1112]
color-swatches-right [930,2194,998,2211]
section-3-caption: ਖ਼ਾਲਸਾ ਕਾਲਜ ਗੜ੍ਹਦੀਵਾਲਾ ਦੇ ਜੇਤੂ ਵਿਦਿਆਰਥੀ ਸਟਾਫ਼ ਮੈਂਬਰਾਂ ਨਾਲ। [40,1575,438,1591]
tr-body-col2 [1078,246,1194,353]
s2-p2: ਉਨ੍ਹਾਂ ਕਿਹਾ ਕਿ ਘਰਾਂ ਦੇ ਆਲੇ ਦੁਆਲੇ ਪਾਣੀ ਖੜ੍ਹਾ ਨਾ ਹੋਣ ਦਿਤਾ ਜਾਵੇ ਕਿਉਂਕਿ ਇਸ ਵਿਚ ਮੱਛਰ ਪੈਦਾ ਹੁੰਦਾ ਹੈ। [176,1303,302,1340]
section-4-body-col2 [452,745,688,798]
color-registration-bar [0,2175,1476,2235]
tr-para-1: ਐਡਵੋਕੇਟ ਭਾਰਦਵਾਜ ਨੇ ਕਿਹਾ ਕਿ ਧਾਮੀ ਨੇ ਪਿਛਲੇ ਕਾਰਜਕਾਲ ਦੌਰਾਨ ਸਿੱਖ ਪੰਥ ਦੀਆਂ ਰਵਾਇਤਾਂ ਨੂੰ ਮਜ਼ਬੂਤ ਕੀਤਾ। [952,328,1068,364]
section-7-photo [576,1218,934,1362]
s11-p1: ਕੋਰਸ ਵਿਚ ਇਲਾਕੇ ਦੇ ਕਿਸਾਨਾਂ ਨੇ ਵਧ ਚੜ੍ਹ ਕੇ ਹਿੱਸਾ ਲਿਆ। [1117,1412,1273,1436]
s6-p4: ਅਧਿਆਪਕਾਂ ਨੇ ਪੰਚਾਇਤ ਅਤੇ ਦਾਨੀ ਸੱਜਣਾਂ ਦਾ ਧੰਨਵਾਦ ਕੀਤਾ। [782,1002,938,1026]
s4-p0: ਸਥਾਨਕ ਸਿਲਵਰ ਓਕ ਸਕੂਲ ਵਿਚ ਪ੍ਰਾਇਮਰੀ ਅਤੇ ਕੇ.ਜੀ ਕਲਾਸਾਂ ਦਾ ਸਾਲਾਨਾ ਇਨਾਮ ਵੰਡ ਸਮਾਰੋਹ ਕਰਵਾਇਆ ਗਿਆ। [452,611,571,660]
masthead-page-number: 9 [1371,132,1417,165]
section-11-caption: ਕ੍ਰਿਸ਼ੀ ਵਿਗਿਆਨ ਕੇਂਦਰ ਹੁਸ਼ਿਆਰਪੁਰ-2 ਵਿਖੇ ਸਿਖਲਾਈ ਕੋਰਸ ਦੌਰਾਨ ਹਾਜ਼ਰ ਕਿਸਾਨ। [952,1393,1438,1409]
s1-p2: ਕਲਾਕਾਰਾਂ ਵਲੋਂ ਭਗਵਾਨ ਕ੍ਰਿਸ਼ਨ ਦੇ ਜੀਵਨ ਨਾਲ ਸਬੰਧਤ ਪ੍ਰਸੰਗ ਬਾਖੂਬੀ ਨਿਭਾਏ ਗਏ। [40,1058,167,1082]
section-0-body-col3 [312,739,438,805]
s4-p2: ਸਕੂਲ ਪ੍ਰਿੰਸੀਪਲ ਨੇ ਕਿਹਾ ਕਿ ਬੱਚਿਆਂ ਦੀ ਪ੍ਰਤਿਭਾ ਨੂੰ ਨਿਖਾਰਨ ਲਈ ਅਜਿਹੇ ਸਮਾਗਮ ਜ਼ਰੂਰੀ ਹਨ। [452,705,571,741]
section-4-photo [576,595,934,725]
lead-photo-portrait [166,286,280,403]
section-3-body-col1 [40,1594,166,1701]
registration-mark-top [770,18,804,52]
s4-p3: ਪੜ੍ਹਾਈ ਅਤੇ ਖੇਡਾਂ ਵਿਚ ਵਧੀਆ ਪ੍ਰਦਰਸ਼ਨ ਕਰਨ ਵਾਲੇ ਵਿਦਿਆਰਥੀਆਂ ਨੂੰ ਇਨਾਮ ਦਿਤੇ ਗਏ। [452,745,688,769]
section-4-body-col3 [698,745,934,758]
s3-p3: ਕੁੱਲ 55 ਵਿਦਿਆਰਥੀਆਂ ਨੇ ਵੱਖ ਵੱਖ ਮੁਕਾਬਲਿਆਂ ਵਿਚ ਭਾਗ ਲਿਆ। [176,1635,302,1659]
s0-p4: ਇਸ ਮੌਕੇ ਅਟੁੱਟ ਲੰਗਰ ਵੀ ਵਰਤਾਇਆ ਗਿਆ। ਸੰਗਤ ਨੇ ਵਧ ਚੜ੍ਹ ਕੇ ਸੇਵਾ ਵਿਚ ਹਿੱਸਾ ਲਿਆ। [311,740,438,776]
section-3-headline: ਖ਼ਾਲਸਾ ਕਾਲਜ ਗੜ੍ਹਦੀਵਾਲਾ ਦੇ ਵਿਦਿਆਰਥੀਆਂ ਨੇ ਜ਼ੋਨਲ ਯੁਵਕ-ਮੇਲੇ ਵਿਚ ਮੱਲਾਂ ਮਾਰੀਆਂ [40,1391,438,1449]
section-2-caption: ਪਿੰਡ ਕੋਣੀ ਵਿਖੇ ਲਗਾਏ ਜਾਗਰੂਕਤਾ ਕੈਂਪ ਦੌਰਾਨ ਹਾਜ਼ਰ ਸਿਹਤ ਕਰਮਚਾਰੀ। [40,1284,438,1300]
s8-p0: ਲਿਵਾਸਾ ਹਸਪਤਾਲ ਹੁਸ਼ਿਆਰਪੁਰ ਨੇ ਖੇਤਰ ਵਿਚ ਗੁਰਦਿਆਂ ਦੇ ਇਲਾਜ ਦੀਆਂ ਸਹੂਲਤਾਂ ਨੂੰ ਹੋਰ ਮਜ਼ਬੂਤ ਕੀਤਾ ਹੈ। [452,1846,571,1882]
s7-p3: ਲੋਕਾਂ ਨੂੰ ਹਫ਼ਤੇ ਵਿਚ ਇਕ ਦਿਨ ਡਰਾਈ ਡੇਅ ਮਨਾਉਣ ਦੀ ਅਪੀਲ ਕੀਤੀ ਗਈ। [452,1392,676,1403]
section-3-body-col3 [312,1594,438,1673]
s9-p4: ਉਨ੍ਹਾਂ ਕਿਹਾ ਕਿ ਉਹ ਹਲਕੇ ਦੇ ਲੋਕਾਂ ਦੀ ਸਿਹਤ ਸੇਵਾ ਲਈ ਵੀ ਕੰਮ ਕਰਦੇ ਰਹਿਣਗੇ। [1078,602,1194,638]
s4-p1: ਸਮਾਗਮ ਵਿਚ ਨਿੱਕੇ ਬੱਚਿਆਂ ਵਲੋਂ ਰੰਗਾਰੰਗ ਪ੍ਰੋਗਰਾਮ ਪੇਸ਼ ਕੀਤਾ ਗਿਆ ਜਿਸ ਨੇ ਸਾਰਿਆਂ ਦਾ ਮਨ ਮੋਹ ਲਿਆ। [452,664,571,701]
section-0-body-col2 [176,739,301,805]
tr-para-3: ਇਸ ਮੌਕੇ ਸੰਗਤ ਵਲੋਂ ਮਠਿਆਈ ਵੰਡੀ ਗਈ ਅਤੇ ਇਕ ਦੂਜੇ ਨੂੰ ਵਧਾਈਆਂ ਦਿਤੀਆਂ ਗਈਆਂ। [1078,287,1194,324]
section-9-dateline: ਹੁਸ਼ਿਆਰਪੁਰ, 7 ਨਵੰਬਰ (ਰਾਕੇਸ਼ ਸਿੰਘ) : [952,574,1068,598]
lead-para-1b: ਇਸ ਮੌਕੇ ਬੋਲਦਿਆਂ ਹਲਕਾ ਵਿਧਾਇਕ ਦਲਜੀਤ ਸਿੰਘ ਰਾਣੂ ਨੇ ਕਿਹਾ ਕਿ ਨਸ਼ਾ ਵੇਚਣ ਵਾਲਿਆਂ ਨੂੰ ਨੱਥ ਪਾਉਣ ਲਈ ਹਰ ਪਿੰਡ ਵਾਸੀ ਨੂੰ ਅੱਗੇ ਆਉਣਾ ਪਵੇਗਾ। [794,287,934,336]
s8-p2: ਡਾਕਟਰਾਂ ਨੇ ਦਸਿਆ ਕਿ ਗੁਰਦਿਆਂ ਦੀ ਬਿਮਾਰੀ (CKD) ਦੇ ਕੇਸ ਲਗਾਤਾਰ ਵਧ ਰਹੇ ਹਨ। [452,1927,571,1964]
section-10-body-col3 [1117,1145,1272,1171]
